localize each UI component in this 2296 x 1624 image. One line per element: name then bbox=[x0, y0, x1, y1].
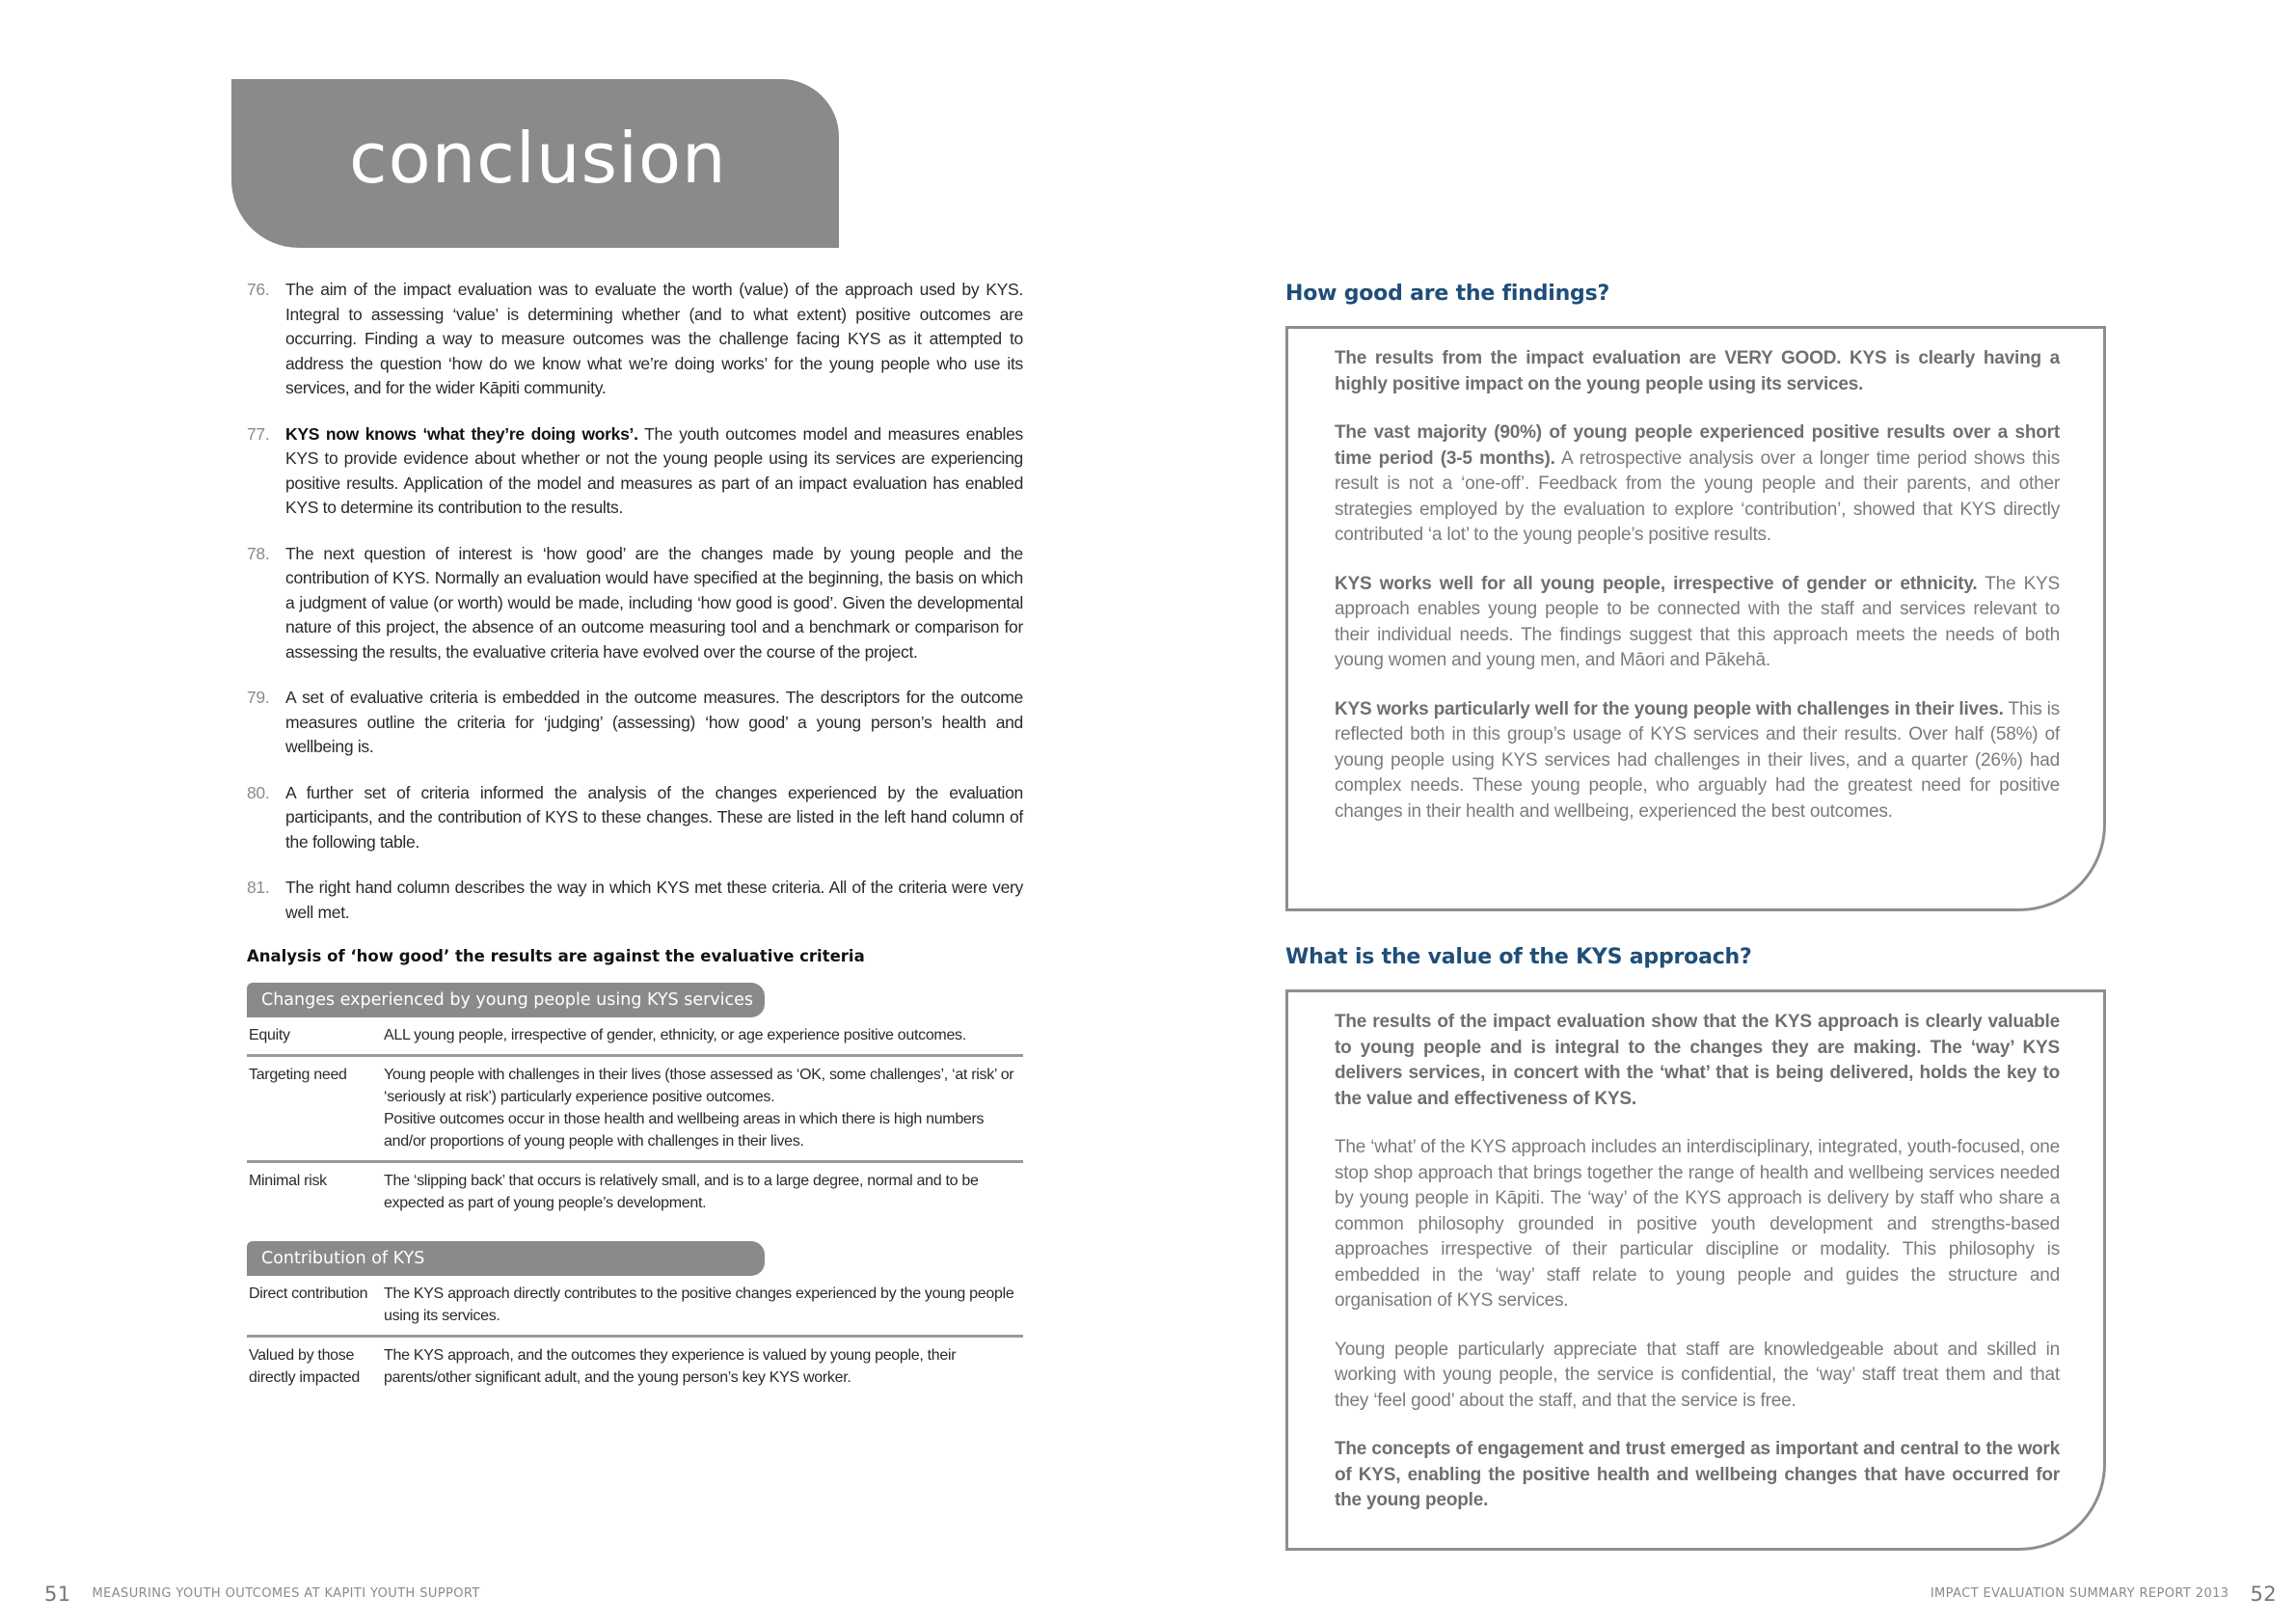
footer-left bbox=[44, 1582, 480, 1608]
paragraph-text: A set of evaluative criteria is embedded in the outcome measures. The descriptors for the outcome measures outline the criteria for ‘judging’ (assessing) ‘how good’ a young person’s health and wellbeing is. bbox=[285, 688, 1023, 756]
page-title: conclusion bbox=[349, 118, 727, 199]
paragraph-77 bbox=[247, 422, 1023, 521]
table-section-heading: Changes experienced by young people using KYS services bbox=[247, 983, 765, 1017]
paragraph-text: The youth outcomes model and measures enables KYS to provide evidence about whether or not the young people using its services are experiencing positive results. Application of the model and measures as part of an impact evaluation has enabled KYS to determine its contribution to the results. bbox=[285, 423, 1023, 517]
table-section-heading: Contribution of KYS bbox=[247, 1241, 765, 1276]
criterion-description: ALL young people, irrespective of gender, ethnicity, or age experience positive outcomes. bbox=[384, 1027, 966, 1043]
footer-text: MEASURING YOUTH OUTCOMES AT KAPITI YOUTH SUPPORT bbox=[92, 1586, 480, 1601]
footer-text: IMPACT EVALUATION SUMMARY REPORT 2013 bbox=[1930, 1586, 2229, 1601]
paragraph-76 bbox=[247, 278, 1023, 401]
table-row bbox=[247, 1017, 1023, 1057]
table-title: Analysis of ‘how good’ the results are against the evaluative criteria bbox=[247, 947, 865, 965]
left-column bbox=[247, 278, 1023, 1396]
value-paragraph: The concepts of engagement and trust emerged as important and central to the work of KYS, enabling the positive health and wellbeing changes that have occurred for the young people. bbox=[1335, 1439, 2060, 1510]
table-row bbox=[247, 1276, 1023, 1338]
table-row bbox=[247, 1057, 1023, 1163]
paragraph-lead: KYS now knows ‘what they’re doing works’. bbox=[285, 423, 638, 444]
table-row bbox=[247, 1338, 1023, 1396]
paragraph-number: 77. bbox=[247, 423, 270, 444]
paragraph-number: 80. bbox=[247, 782, 270, 802]
paragraph-number: 81. bbox=[247, 878, 270, 897]
value-paragraph: The ‘what’ of the KYS approach includes an interdisciplinary, integrated, youth-focused, one stop shop approach that brings together the range of health and wellbeing services needed by young people in Kāpiti. The ‘way’ of the KYS approach is delivery by staff who share a common philosophy grounded in positive youth development and strengths-based approaches irrespective of their particular discipline or modality. This philosophy is embedded in the ‘way’ staff relate to young people and guides the structure and organisation of KYS services. bbox=[1335, 1137, 2060, 1311]
criterion-description-line: Young people with challenges in their lives (those assessed as ‘OK, some challenges’, ‘at risk’ or ‘seriously at risk’) particularly experience positive outcomes. bbox=[384, 1067, 1014, 1105]
paragraph-79 bbox=[247, 686, 1023, 760]
criterion-label: Targeting need bbox=[249, 1067, 347, 1083]
paragraph-number: 79. bbox=[247, 688, 270, 707]
paragraph-81 bbox=[247, 876, 1023, 925]
value-paragraph: The results of the impact evaluation show that the KYS approach is clearly valuable to young people and is integral to the changes they are making. The ‘way’ KYS delivers services, in concert with the ‘what’ that is being delivered, holds the key to the value and effectiveness of KYS. bbox=[1335, 1012, 2060, 1109]
paragraph-80 bbox=[247, 781, 1023, 855]
findings-paragraph: The vast majority (90%) of young people experienced positive results over a short time period (3-5 months). A retrospective analysis over a longer time period shows this result is not a ‘one-off’. Feedback from the young people and their parents, and other strategies employed by the evaluation to explore ‘contribution’, showed that KYS directly contributed ‘a lot’ to the young people’s positive results. bbox=[1335, 422, 2060, 545]
paragraph-number: 78. bbox=[247, 543, 270, 563]
criterion-description: The KYS approach, and the outcomes they experience is valued by young people, their parents/other significant adult, and the young person’s key KYS worker. bbox=[384, 1347, 957, 1386]
criterion-description: The KYS approach directly contributes to the positive changes experienced by the young people using its services. bbox=[384, 1286, 1014, 1324]
value-paragraph: Young people particularly appreciate that staff are knowledgeable about and skilled in working with young people, the service is confidential, the ‘way’ staff treat them and that they ‘feel good’ about the staff, and that the service is free. bbox=[1335, 1339, 2060, 1411]
paragraph-text: A further set of criteria informed the analysis of the changes experienced by the evaluation participants, and the contribution of KYS to these changes. These are listed in the left hand column of the following table. bbox=[285, 782, 1023, 852]
title-banner bbox=[231, 79, 839, 248]
criterion-description: The ‘slipping back’ that occurs is relatively small, and is to a large degree, normal and to be expected as part of young people’s development. bbox=[384, 1173, 979, 1211]
findings-paragraph: KYS works particularly well for the young people with challenges in their lives. This is reflected both in this group’s usage of KYS services and their results. Over half (58%) of young people using KYS services had challenges in their lives, and a quarter (26%) had complex needs. These young people, who arguably had the greatest need for positive changes in their health and wellbeing, experienced the best outcomes. bbox=[1335, 698, 2060, 822]
paragraph-text: The aim of the impact evaluation was to evaluate the worth (value) of the approach used by KYS. Integral to assessing ‘value’ is determining whether (and to what extent) positive outcomes are occurring. Finding a way to measure outcomes was the challenge facing KYS as it attempted to address the question ‘how do we know what we’re doing works’ for the young people who use its services, and for the wider Kāpiti community. bbox=[285, 280, 1023, 397]
footer-right bbox=[1931, 1582, 2277, 1608]
criterion-label: Equity bbox=[249, 1027, 290, 1043]
criterion-label: Minimal risk bbox=[249, 1173, 327, 1189]
page-number: 51 bbox=[44, 1583, 71, 1606]
criterion-description bbox=[384, 1064, 1023, 1152]
findings-box bbox=[1285, 326, 2106, 911]
paragraph-text: The right hand column describes the way in which KYS met these criteria. All of the criteria were very well met. bbox=[285, 878, 1023, 922]
value-box bbox=[1285, 989, 2106, 1551]
section-heading-findings: How good are the findings? bbox=[1285, 282, 1610, 306]
findings-paragraph: KYS works well for all young people, irrespective of gender or ethnicity. The KYS approach enables young people to be connected with the staff and services relevant to their individual needs. The findings suggest that this approach meets the needs of both young women and young men, and Māori and Pākehā. bbox=[1335, 573, 2060, 670]
paragraph-text: The next question of interest is ‘how good’ are the changes made by young people and the contribution of KYS. Normally an evaluation would have specified at the beginning, the basis on which a judgment of value (or worth) would be made, including ‘how good is good’. Given the developmental nature of this project, the absence of an outcome measuring tool and a benchmark or comparison for assessing the results, the evaluative criteria have evolved over the course of the project. bbox=[285, 543, 1023, 662]
criterion-label: Valued by those directly impacted bbox=[249, 1347, 360, 1386]
paragraph-number: 76. bbox=[247, 280, 270, 299]
section-heading-value: What is the value of the KYS approach? bbox=[1285, 945, 1752, 969]
page-number: 52 bbox=[2250, 1583, 2277, 1606]
criterion-label: Direct contribution bbox=[249, 1286, 368, 1302]
criterion-description-line: Positive outcomes occur in those health and wellbeing areas in which there is high numbers and/or proportions of young people with challenges in their lives. bbox=[384, 1111, 985, 1150]
table-row bbox=[247, 1163, 1023, 1222]
paragraph-78 bbox=[247, 542, 1023, 665]
findings-paragraph: The results from the impact evaluation are VERY GOOD. KYS is clearly having a highly positive impact on the young people using its services. bbox=[1335, 348, 2060, 394]
